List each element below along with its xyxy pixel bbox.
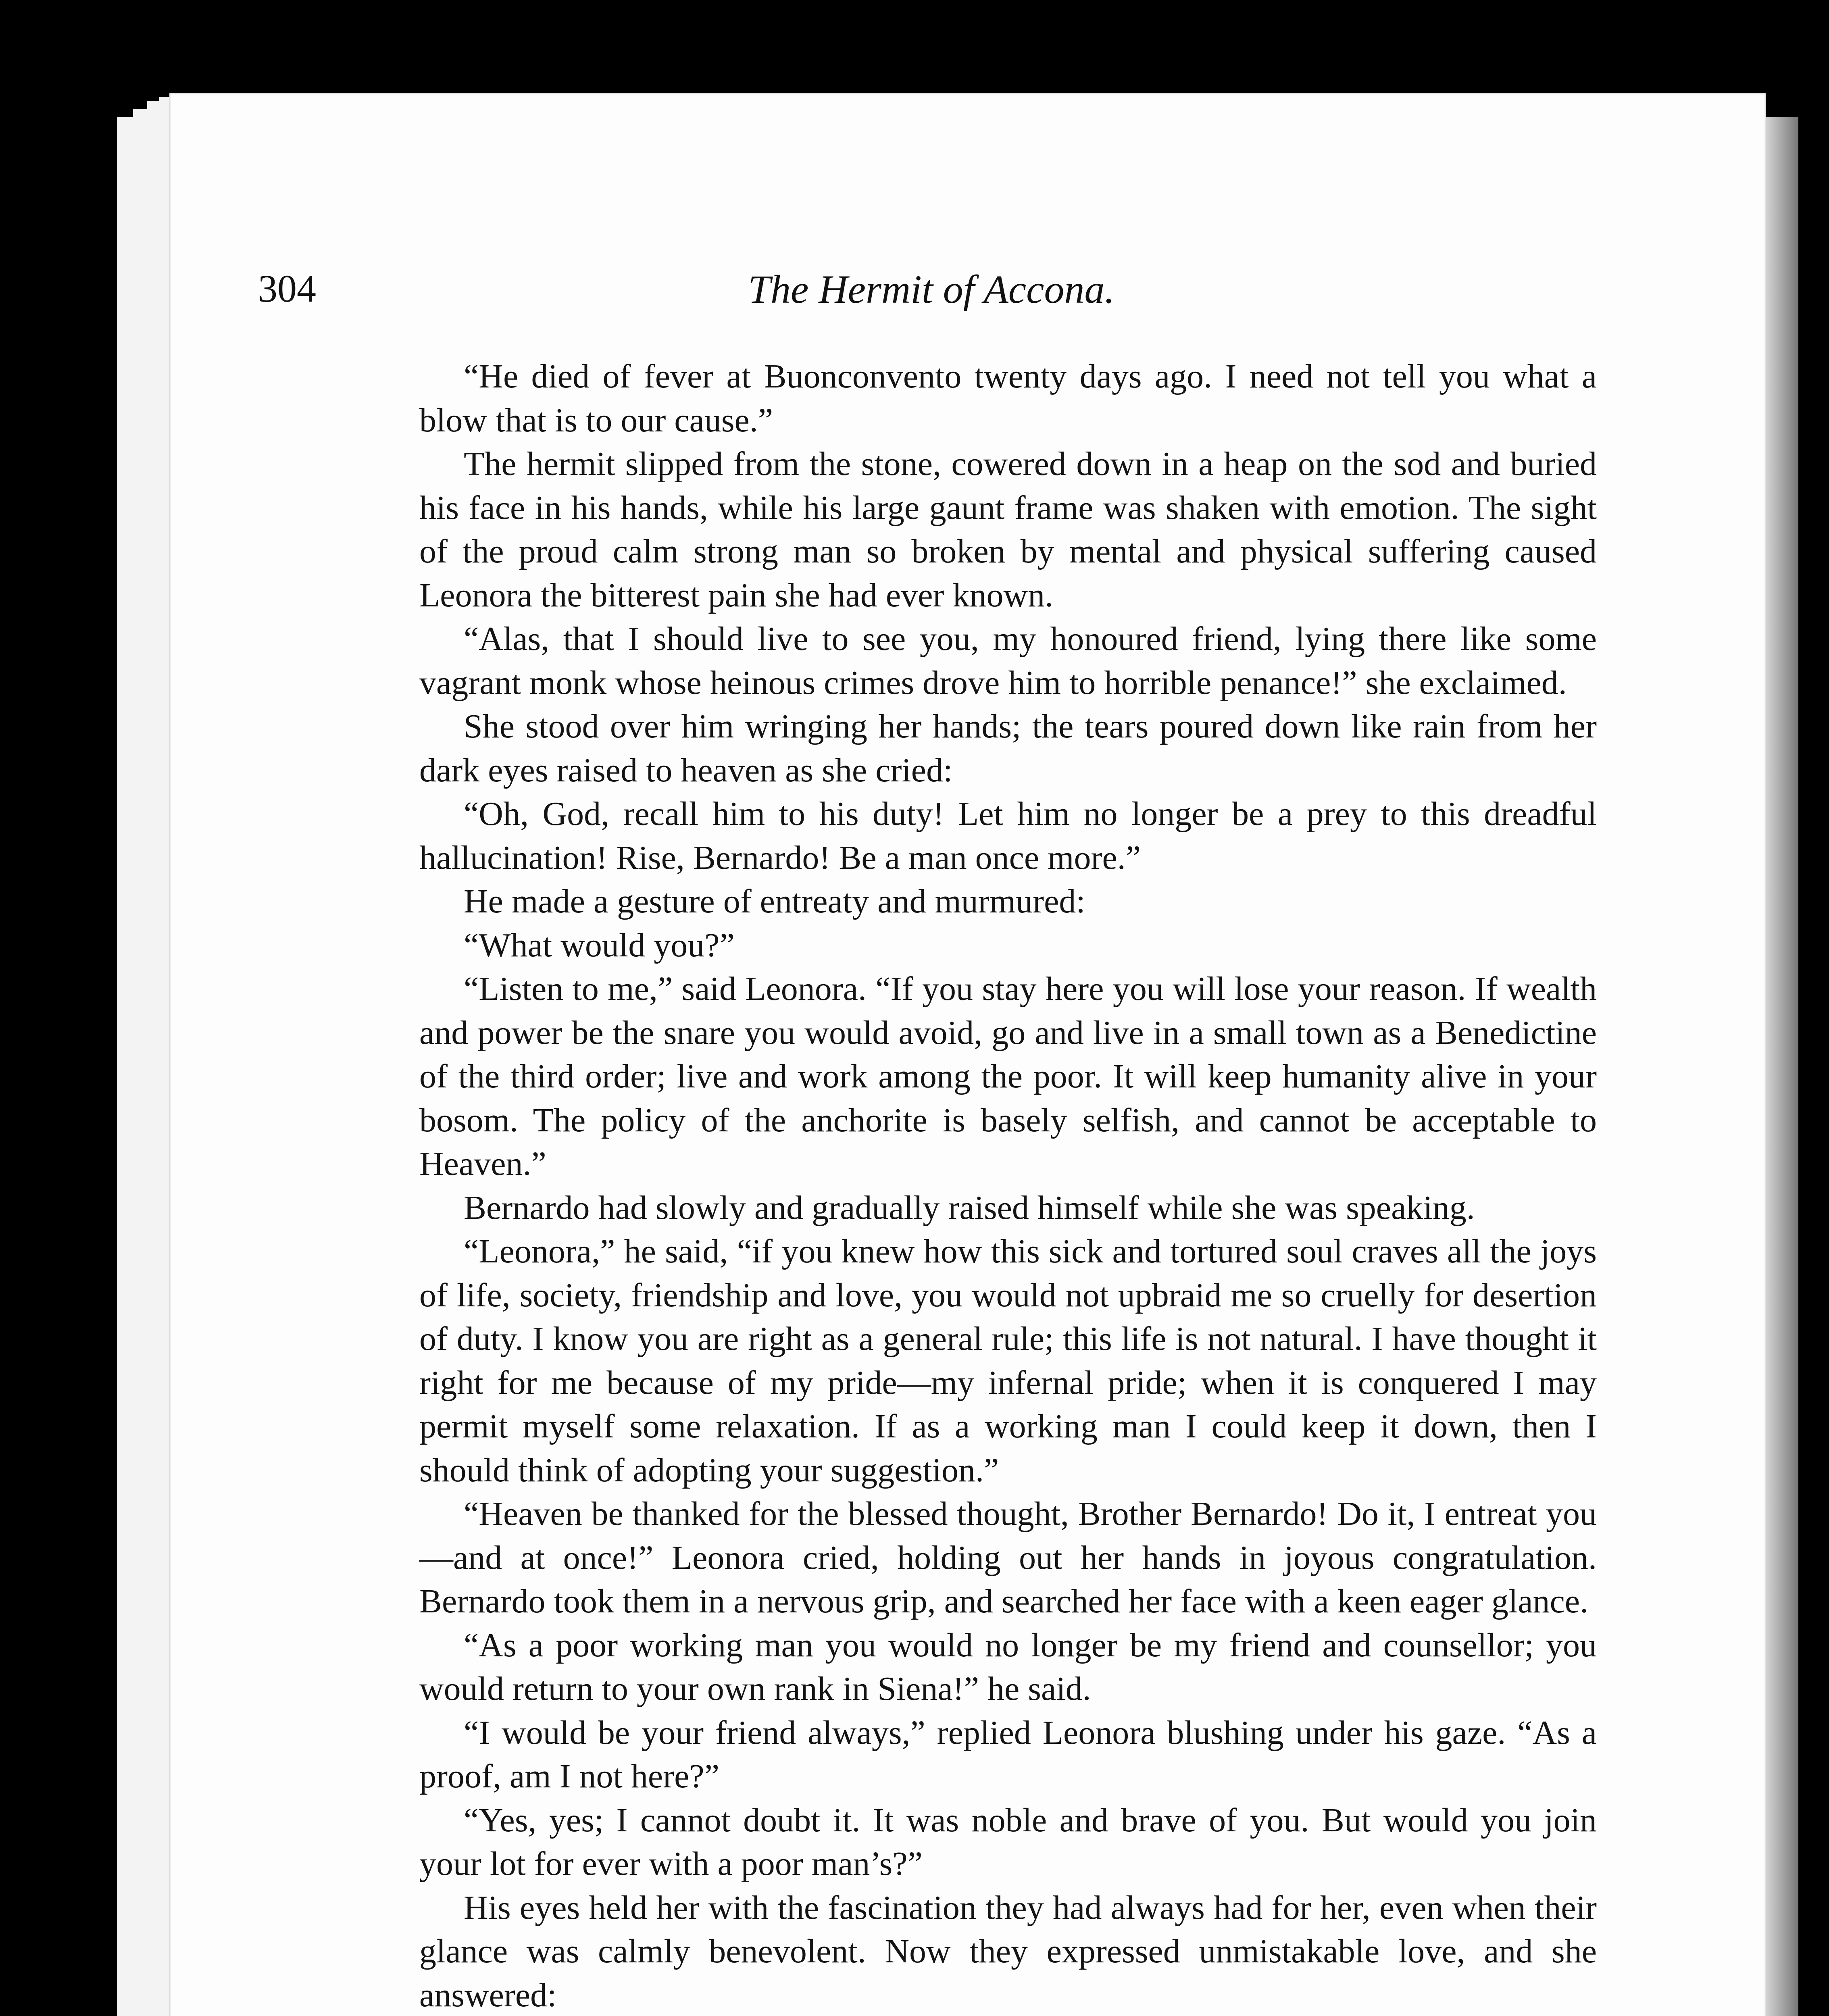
paragraph: “I would be your friend always,” replied Leonora blushing under his gaze. “As a proof, am I not here?” xyxy=(419,1714,1597,1795)
paragraph: “Oh, God, recall him to his duty! Let him no longer be a prey to this dreadful hallucination! Rise, Bernardo! Be a man once more.” xyxy=(419,795,1597,877)
paragraph: “Heaven be thanked for the blessed thought, Brother Bernardo! Do it, I entreat you—and at once!” Leonora cried, holding out her hands in joyous congratulation. Bernardo took them in a nervous grip, and searched her face with a keen eager glance. xyxy=(419,1495,1597,1620)
paragraph: “He died of fever at Buonconvento twenty days ago. I need not tell you what a blow that is to our cause.” xyxy=(419,358,1597,439)
paragraph: “Yes, yes; I cannot doubt it. It was noble and brave of you. But would you join your lot for ever with a poor man’s?” xyxy=(419,1801,1597,1883)
paragraph: She stood over him wringing her hands; the tears poured down like rain from her dark eyes raised to heaven as she cried: xyxy=(419,708,1597,789)
page-number: 304 xyxy=(258,267,316,310)
paragraph: He made a gesture of entreaty and murmured: xyxy=(464,883,1085,920)
running-title: The Hermit of Accona. xyxy=(748,267,1115,312)
paragraph: The hermit slipped from the stone, cowered down in a heap on the sod and buried his face in his hands, while his large gaunt frame was shaken with emotion. The sight of the proud calm strong man so broken by mental and physical suffering caused Leonora the bitterest pain she had ever known. xyxy=(419,445,1597,614)
paragraph: “What would you?” xyxy=(464,926,735,964)
paragraph: “Listen to me,” said Leonora. “If you stay here you will lose your reason. If wealth and power be the snare you would avoid, go and live in a small town as a Benedictine of the third order; live and work among the poor. It will keep humanity alive in your bosom. The policy of the anchorite is basely selfish, and cannot be acceptable to Heaven.” xyxy=(419,970,1597,1183)
body-text xyxy=(419,355,1597,2016)
paragraph: “Leonora,” he said, “if you knew how this sick and tortured soul craves all the joys of life, society, friendship and love, you would not upbraid me so cruelly for desertion of duty. I know you are right as a general rule; this life is not natural. I have thought it right for me because of my pride—my infernal pride; when it is conquered I may permit myself some relaxation. If as a working man I could keep it down, then I should think of adopting your suggestion.” xyxy=(419,1233,1597,1489)
paragraph: “Alas, that I should live to see you, my honoured friend, lying there like some vagrant monk whose heinous crimes drove him to horrible penance!” she exclaimed. xyxy=(419,620,1597,702)
paragraph: “As a poor working man you would no longer be my friend and counsellor; you would return to your own rank in Siena!” he said. xyxy=(419,1626,1597,1708)
paragraph: His eyes held her with the fascination they had always had for her, even when their glance was calmly benevolent. Now they expressed unmistakable love, and she answered: xyxy=(419,1889,1597,2014)
paragraph: Bernardo had slowly and gradually raised himself while she was speaking. xyxy=(464,1189,1475,1227)
page-header xyxy=(258,266,1605,331)
